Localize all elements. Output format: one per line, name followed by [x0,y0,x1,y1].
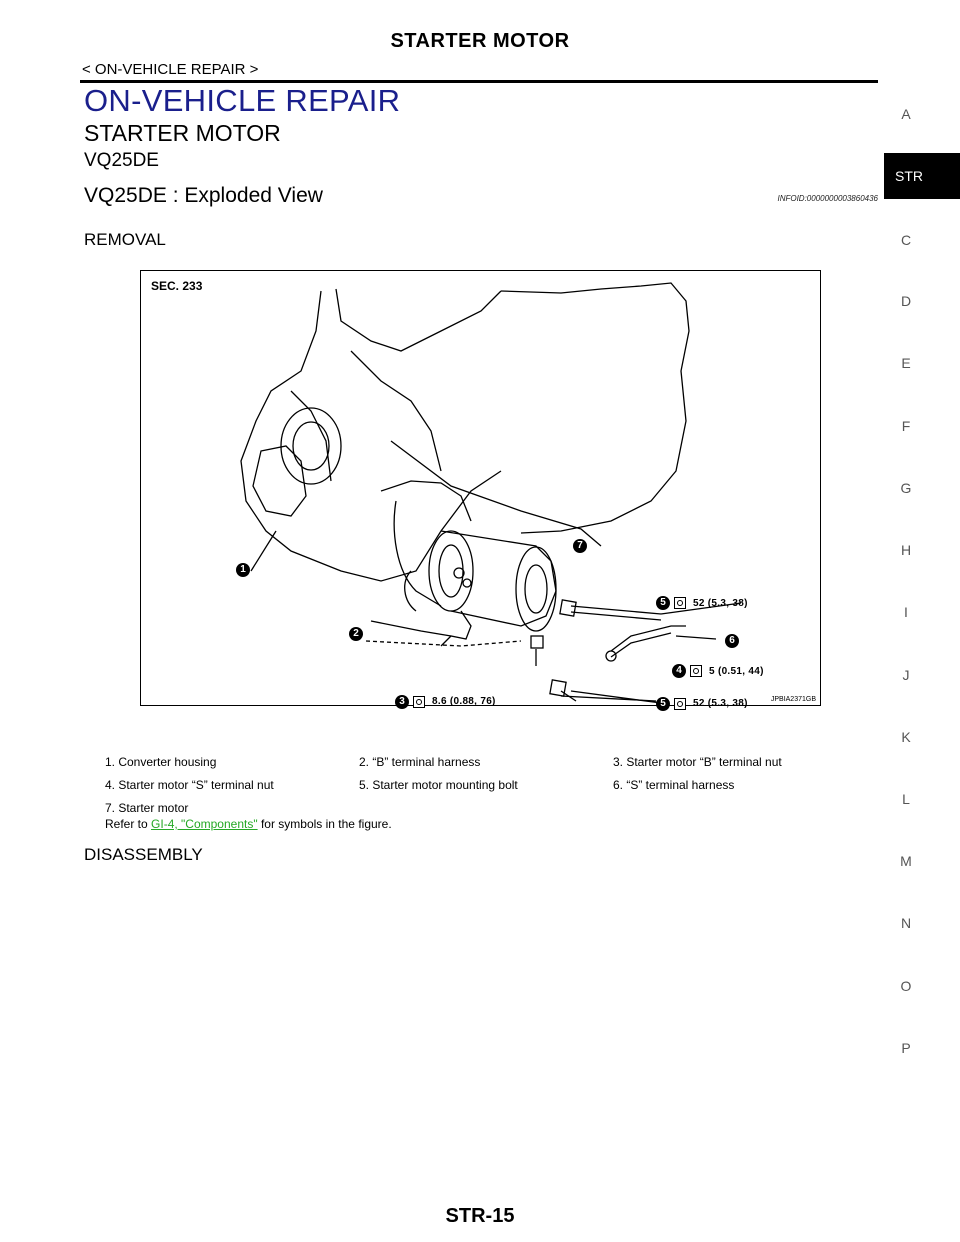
torque-s-nut: 5 (0.51, 44) [709,666,764,677]
index-tab-m[interactable]: M [900,853,912,869]
page-header-title: STARTER MOTOR [390,30,570,52]
legend-row [105,755,865,778]
legend-item: 5. Starter motor mounting bolt [359,778,518,792]
figure-image-code: JPBIA2371GB [770,696,816,703]
index-tab-e[interactable]: E [901,355,911,371]
torque-wrench-icon [413,696,425,708]
refer-suffix: for symbols in the figure. [257,817,392,831]
index-tab-k[interactable]: K [901,729,911,745]
index-tab-str[interactable]: STR [884,153,960,199]
index-tab-d[interactable]: D [900,293,912,309]
model-heading: VQ25DE [84,150,159,171]
disassembly-heading: DISASSEMBLY [84,845,203,864]
index-tab-p[interactable]: P [901,1040,911,1056]
exploded-view-figure [140,270,821,709]
legend-item: 6. “S” terminal harness [613,778,735,792]
torque-upper-bolt: 52 (5.3, 38) [693,598,748,609]
callout-5-lower: 5 [656,697,670,711]
part-title: STARTER MOTOR [84,120,281,146]
index-tab-f[interactable]: F [901,418,911,434]
section-title: ON-VEHICLE REPAIR [84,83,401,118]
legend-item: 3. Starter motor “B” terminal nut [613,755,782,769]
callout-7: 7 [573,539,587,553]
torque-b-nut: 8.6 (0.88, 76) [432,696,496,707]
index-tab-c[interactable]: C [900,232,912,248]
torque-lower-bolt: 52 (5.3, 38) [693,698,748,709]
view-title: VQ25DE : Exploded View [84,184,323,207]
legend-item: 7. Starter motor [105,801,189,815]
callout-3: 3 [395,695,409,709]
parts-legend [105,755,865,824]
index-tab-i[interactable]: I [904,604,908,620]
index-tab-j[interactable]: J [902,667,910,683]
callout-4: 4 [672,664,686,678]
components-link[interactable]: GI-4, "Components" [151,817,258,831]
page-number: STR-15 [445,1205,515,1227]
legend-row [105,778,865,801]
index-tab-g[interactable]: G [900,480,912,496]
legend-item: 1. Converter housing [105,755,217,769]
refer-prefix: Refer to [105,817,152,831]
removal-heading: REMOVAL [84,230,166,249]
starter-motor-illustration [141,271,820,705]
symbols-reference [105,817,392,831]
index-tab-a[interactable]: A [901,106,911,122]
index-tab-o[interactable]: O [900,978,912,994]
index-tab-h[interactable]: H [900,542,912,558]
callout-6: 6 [725,634,739,648]
torque-wrench-icon [674,597,686,609]
figure-section-code: SEC. 233 [151,279,203,293]
info-id: INFOID:0000000003860436 [777,194,878,203]
legend-item: 4. Starter motor “S” terminal nut [105,778,274,792]
callout-2: 2 [349,627,363,641]
callout-1: 1 [236,563,250,577]
torque-wrench-icon [690,665,702,677]
torque-wrench-icon [674,698,686,710]
index-tab-l[interactable]: L [902,791,910,807]
legend-item: 2. “B” terminal harness [359,755,481,769]
index-tab-n[interactable]: N [900,915,912,931]
callout-5-upper: 5 [656,596,670,610]
breadcrumb: < ON-VEHICLE REPAIR > [82,61,259,78]
